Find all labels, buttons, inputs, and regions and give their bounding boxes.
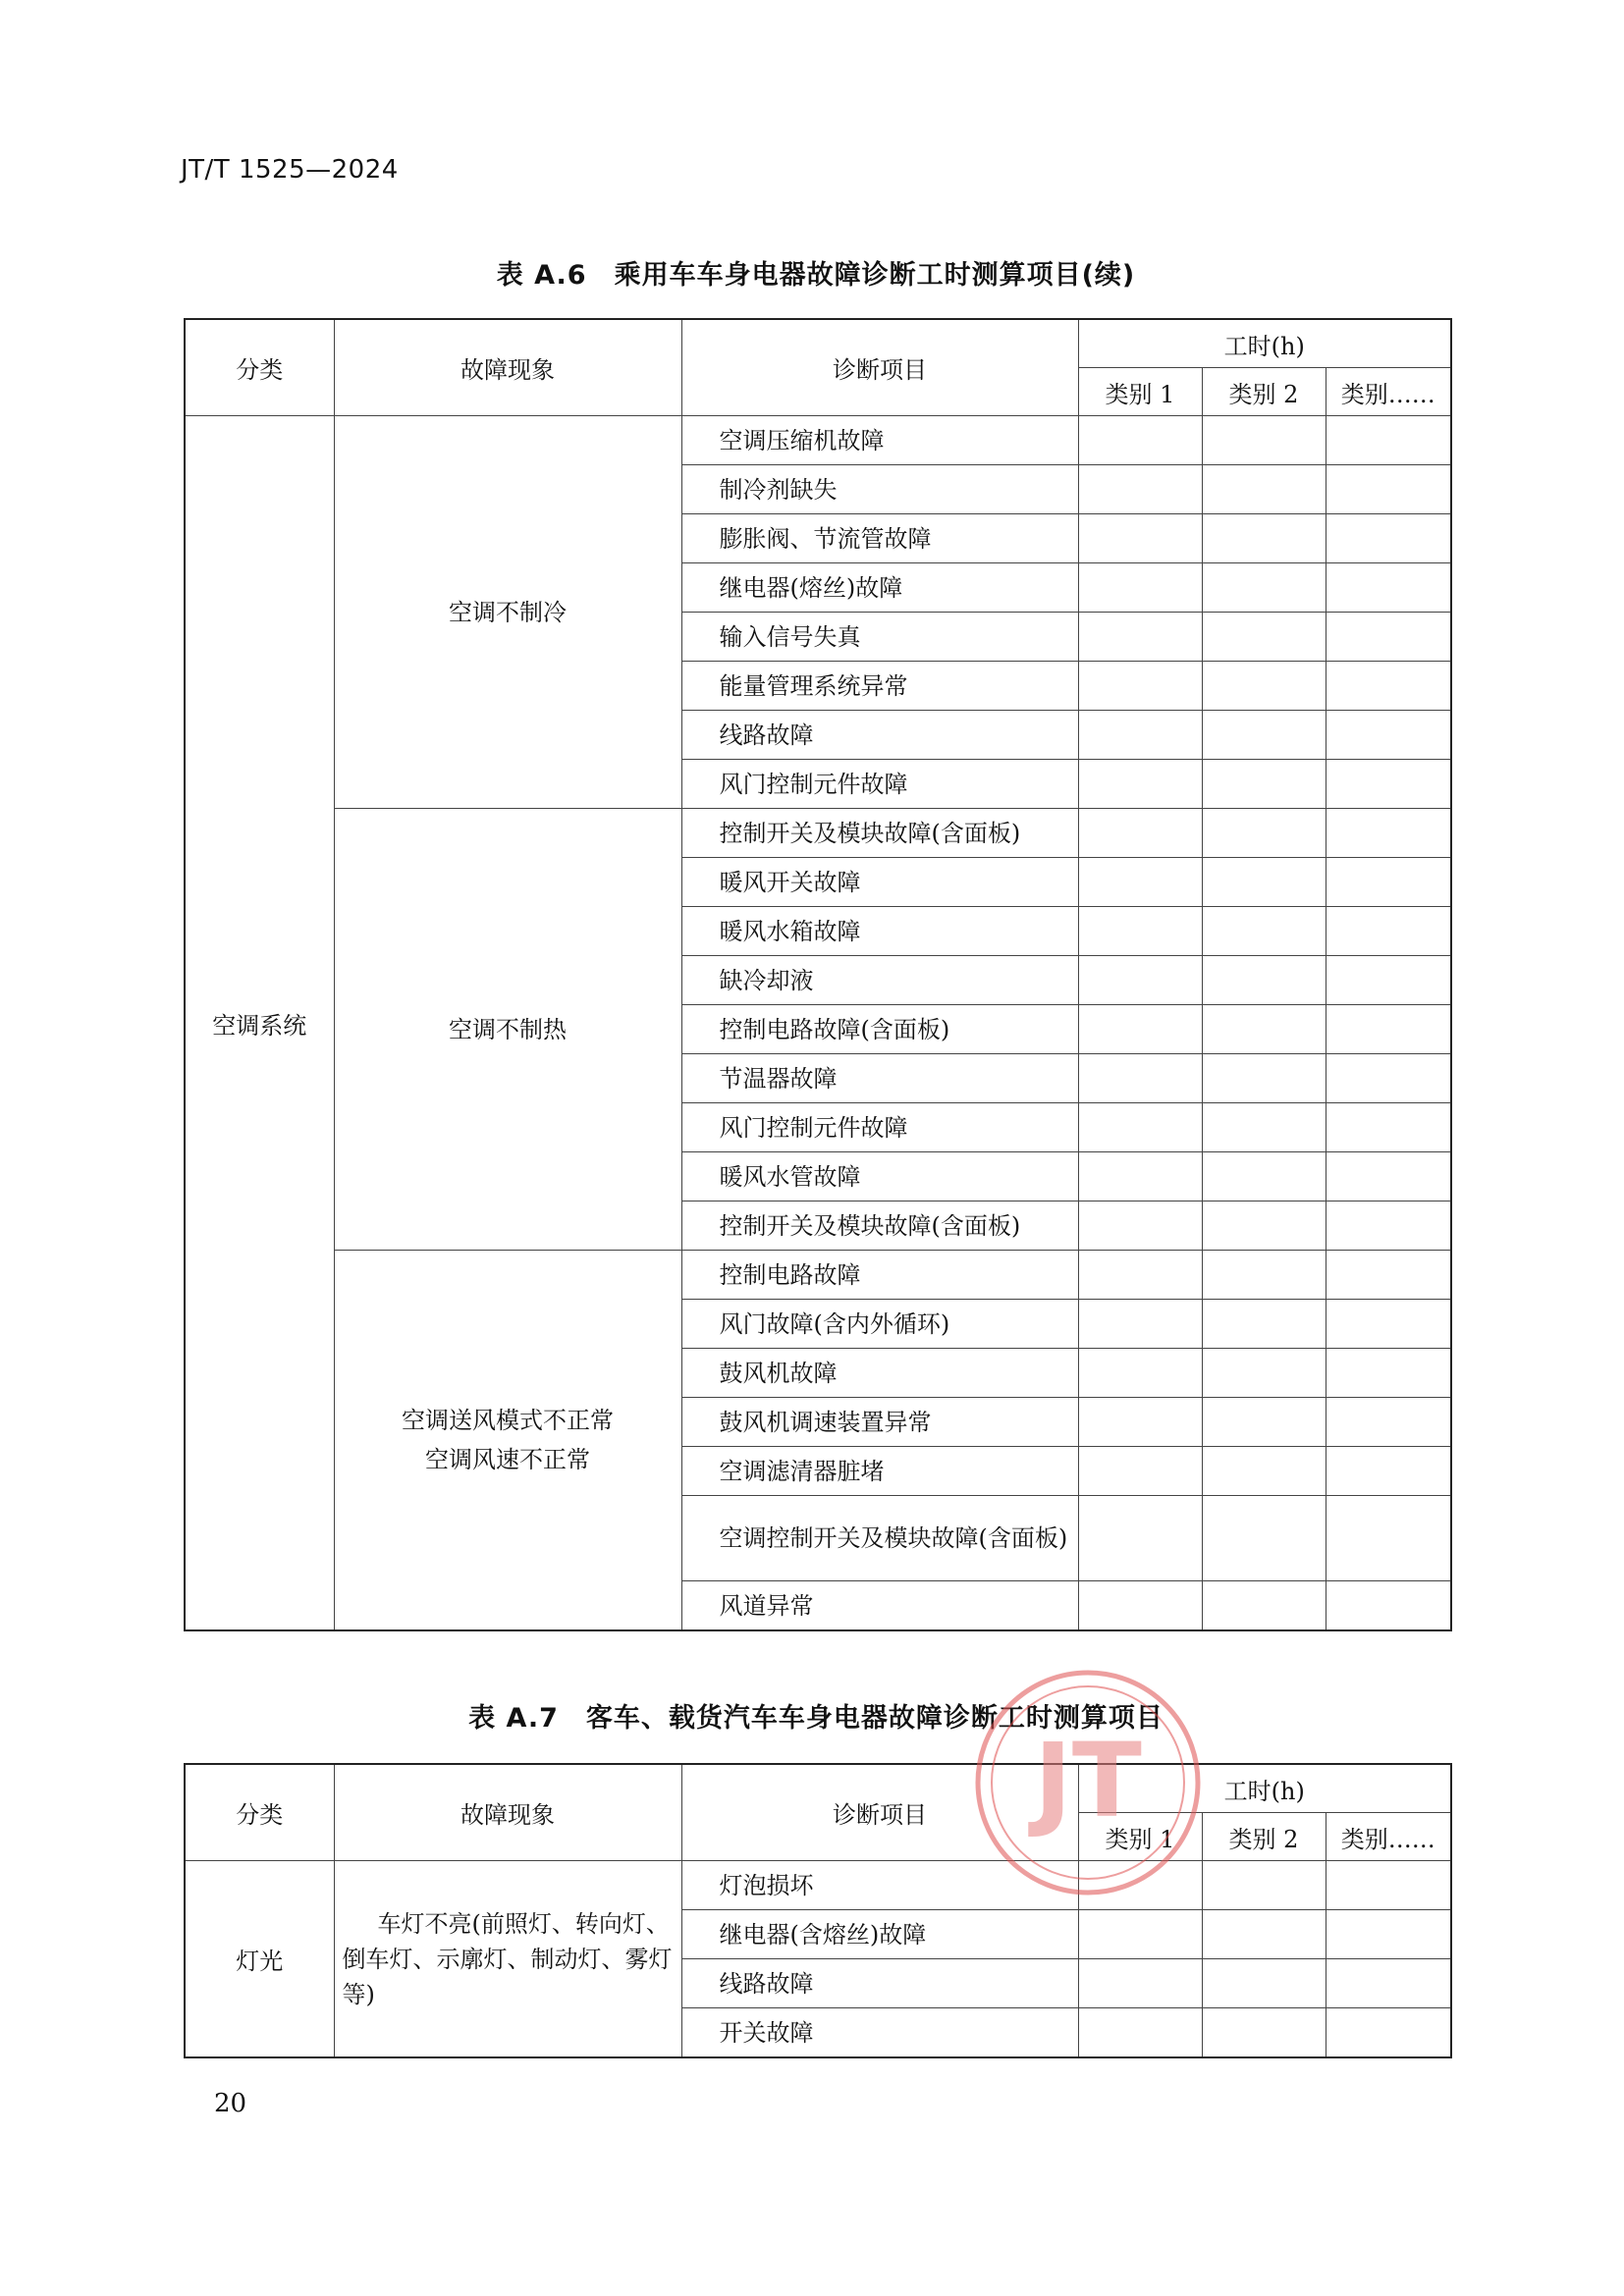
category-cell: 空调系统 bbox=[185, 416, 334, 1631]
hours-class-more-cell bbox=[1326, 613, 1451, 662]
hours-class-1-cell bbox=[1078, 1300, 1202, 1349]
hours-class-1-cell bbox=[1078, 1910, 1202, 1959]
diagnosis-item-cell: 继电器(熔丝)故障 bbox=[681, 563, 1078, 613]
hours-class-1-cell bbox=[1078, 956, 1202, 1005]
category-cell: 灯光 bbox=[185, 1861, 334, 2058]
diagnosis-item-cell: 控制电路故障(含面板) bbox=[681, 1005, 1078, 1054]
diagnosis-item-cell: 鼓风机故障 bbox=[681, 1349, 1078, 1398]
hours-class-2-cell bbox=[1202, 1103, 1326, 1152]
diagnosis-item-cell: 空调控制开关及模块故障(含面板) bbox=[681, 1496, 1078, 1581]
diagnosis-item-cell: 开关故障 bbox=[681, 2008, 1078, 2058]
header-class-more: 类别…… bbox=[1326, 368, 1451, 416]
hours-class-1-cell bbox=[1078, 662, 1202, 711]
hours-class-more-cell bbox=[1326, 809, 1451, 858]
hours-class-more-cell bbox=[1326, 1447, 1451, 1496]
table-row bbox=[185, 416, 1451, 465]
hours-class-more-cell bbox=[1326, 956, 1451, 1005]
hours-class-2-cell bbox=[1202, 613, 1326, 662]
hours-class-more-cell bbox=[1326, 1054, 1451, 1103]
page-number: 20 bbox=[214, 2089, 247, 2118]
header-category: 分类 bbox=[185, 319, 334, 416]
header-diagnosis-item: 诊断项目 bbox=[681, 319, 1078, 416]
diagnosis-item-cell: 鼓风机调速装置异常 bbox=[681, 1398, 1078, 1447]
hours-class-more-cell bbox=[1326, 2008, 1451, 2058]
table-row bbox=[185, 1861, 1451, 1910]
hours-class-1-cell bbox=[1078, 1005, 1202, 1054]
hours-class-1-cell bbox=[1078, 1251, 1202, 1300]
diagnosis-item-cell: 能量管理系统异常 bbox=[681, 662, 1078, 711]
symptom-line: 空调送风模式不正常 bbox=[402, 1407, 614, 1434]
hours-class-2-cell bbox=[1202, 2008, 1326, 2058]
diagnosis-item-cell: 风门控制元件故障 bbox=[681, 1103, 1078, 1152]
hours-class-2-cell bbox=[1202, 1581, 1326, 1631]
hours-class-2-cell bbox=[1202, 1861, 1326, 1910]
hours-class-2-cell bbox=[1202, 1910, 1326, 1959]
header-hours: 工时(h) bbox=[1078, 319, 1451, 368]
hours-class-more-cell bbox=[1326, 1103, 1451, 1152]
hours-class-more-cell bbox=[1326, 1152, 1451, 1201]
diagnosis-item-cell: 空调压缩机故障 bbox=[681, 416, 1078, 465]
hours-class-2-cell bbox=[1202, 1152, 1326, 1201]
diagnosis-item-cell: 节温器故障 bbox=[681, 1054, 1078, 1103]
diagnosis-item-cell: 灯泡损坏 bbox=[681, 1861, 1078, 1910]
diagnosis-item-cell: 暖风水管故障 bbox=[681, 1152, 1078, 1201]
hours-class-more-cell bbox=[1326, 662, 1451, 711]
hours-class-2-cell bbox=[1202, 1251, 1326, 1300]
symptom-cell bbox=[334, 809, 681, 1251]
diagnosis-item-cell: 风门故障(含内外循环) bbox=[681, 1300, 1078, 1349]
hours-class-more-cell bbox=[1326, 514, 1451, 563]
hours-class-2-cell bbox=[1202, 465, 1326, 514]
header-class-more: 类别…… bbox=[1326, 1813, 1451, 1861]
diagnosis-item-cell: 风道异常 bbox=[681, 1581, 1078, 1631]
diagnosis-item-cell: 制冷剂缺失 bbox=[681, 465, 1078, 514]
hours-class-more-cell bbox=[1326, 858, 1451, 907]
hours-class-2-cell bbox=[1202, 1349, 1326, 1398]
table-row bbox=[185, 1251, 1451, 1300]
stamp-lettering: JT bbox=[1034, 1721, 1142, 1841]
diagnosis-item-cell: 控制开关及模块故障(含面板) bbox=[681, 809, 1078, 858]
hours-class-2-cell bbox=[1202, 711, 1326, 760]
hours-class-2-cell bbox=[1202, 1201, 1326, 1251]
hours-class-1-cell bbox=[1078, 1201, 1202, 1251]
table-a6 bbox=[184, 318, 1452, 1631]
hours-class-2-cell bbox=[1202, 1496, 1326, 1581]
hours-class-1-cell bbox=[1078, 416, 1202, 465]
hours-class-2-cell bbox=[1202, 1005, 1326, 1054]
hours-class-more-cell bbox=[1326, 1959, 1451, 2008]
hours-class-2-cell bbox=[1202, 563, 1326, 613]
hours-class-more-cell bbox=[1326, 907, 1451, 956]
diagnosis-item-cell: 膨胀阀、节流管故障 bbox=[681, 514, 1078, 563]
table-a7-caption: 表 A.7 客车、载货汽车车身电器故障诊断工时测算项目 bbox=[468, 1703, 1164, 1734]
symptom-line: 空调不制热 bbox=[449, 1015, 567, 1043]
symptom-line: 空调风速不正常 bbox=[425, 1446, 590, 1473]
hours-class-2-cell bbox=[1202, 1054, 1326, 1103]
hours-class-1-cell bbox=[1078, 1959, 1202, 2008]
hours-class-1-cell bbox=[1078, 711, 1202, 760]
hours-class-more-cell bbox=[1326, 1300, 1451, 1349]
hours-class-2-cell bbox=[1202, 907, 1326, 956]
hours-class-more-cell bbox=[1326, 1496, 1451, 1581]
header-hours: 工时(h) bbox=[1078, 1764, 1451, 1813]
diagnosis-item-cell: 暖风水箱故障 bbox=[681, 907, 1078, 956]
hours-class-2-cell bbox=[1202, 416, 1326, 465]
symptom-line: 空调不制冷 bbox=[449, 598, 567, 626]
hours-class-more-cell bbox=[1326, 416, 1451, 465]
header-symptom: 故障现象 bbox=[334, 1764, 681, 1861]
hours-class-more-cell bbox=[1326, 760, 1451, 809]
hours-class-more-cell bbox=[1326, 1398, 1451, 1447]
table-a7 bbox=[184, 1763, 1452, 2058]
hours-class-2-cell bbox=[1202, 514, 1326, 563]
hours-class-more-cell bbox=[1326, 1861, 1451, 1910]
header-class-1: 类别 1 bbox=[1078, 1813, 1202, 1861]
document-code: JT/T 1525—2024 bbox=[181, 155, 399, 185]
header-symptom: 故障现象 bbox=[334, 319, 681, 416]
hours-class-more-cell bbox=[1326, 711, 1451, 760]
hours-class-1-cell bbox=[1078, 1103, 1202, 1152]
table-row bbox=[185, 809, 1451, 858]
diagnosis-item-cell: 控制开关及模块故障(含面板) bbox=[681, 1201, 1078, 1251]
hours-class-2-cell bbox=[1202, 1398, 1326, 1447]
hours-class-1-cell bbox=[1078, 613, 1202, 662]
diagnosis-item-cell: 风门控制元件故障 bbox=[681, 760, 1078, 809]
diagnosis-item-cell: 线路故障 bbox=[681, 711, 1078, 760]
hours-class-2-cell bbox=[1202, 1447, 1326, 1496]
diagnosis-item-cell: 输入信号失真 bbox=[681, 613, 1078, 662]
hours-class-2-cell bbox=[1202, 760, 1326, 809]
hours-class-more-cell bbox=[1326, 1910, 1451, 1959]
hours-class-1-cell bbox=[1078, 1054, 1202, 1103]
hours-class-1-cell bbox=[1078, 1496, 1202, 1581]
diagnosis-item-cell: 线路故障 bbox=[681, 1959, 1078, 2008]
hours-class-more-cell bbox=[1326, 563, 1451, 613]
hours-class-1-cell bbox=[1078, 465, 1202, 514]
hours-class-1-cell bbox=[1078, 514, 1202, 563]
hours-class-2-cell bbox=[1202, 809, 1326, 858]
hours-class-more-cell bbox=[1326, 1581, 1451, 1631]
hours-class-more-cell bbox=[1326, 1349, 1451, 1398]
diagnosis-item-cell: 空调滤清器脏堵 bbox=[681, 1447, 1078, 1496]
hours-class-1-cell bbox=[1078, 1398, 1202, 1447]
hours-class-1-cell bbox=[1078, 809, 1202, 858]
header-class-1: 类别 1 bbox=[1078, 368, 1202, 416]
hours-class-more-cell bbox=[1326, 1005, 1451, 1054]
hours-class-more-cell bbox=[1326, 465, 1451, 514]
hours-class-1-cell bbox=[1078, 1152, 1202, 1201]
hours-class-more-cell bbox=[1326, 1251, 1451, 1300]
hours-class-1-cell bbox=[1078, 1861, 1202, 1910]
hours-class-1-cell bbox=[1078, 907, 1202, 956]
diagnosis-item-cell: 控制电路故障 bbox=[681, 1251, 1078, 1300]
hours-class-2-cell bbox=[1202, 956, 1326, 1005]
symptom-cell bbox=[334, 1251, 681, 1631]
diagnosis-item-cell: 继电器(含熔丝)故障 bbox=[681, 1910, 1078, 1959]
symptom-cell bbox=[334, 416, 681, 809]
diagnosis-item-cell: 暖风开关故障 bbox=[681, 858, 1078, 907]
hours-class-1-cell bbox=[1078, 1447, 1202, 1496]
hours-class-1-cell bbox=[1078, 1581, 1202, 1631]
hours-class-2-cell bbox=[1202, 1300, 1326, 1349]
hours-class-1-cell bbox=[1078, 563, 1202, 613]
symptom-cell: 车灯不亮(前照灯、转向灯、倒车灯、示廓灯、制动灯、雾灯等) bbox=[334, 1861, 681, 2058]
hours-class-1-cell bbox=[1078, 1349, 1202, 1398]
diagnosis-item-cell: 缺冷却液 bbox=[681, 956, 1078, 1005]
header-class-2: 类别 2 bbox=[1202, 1813, 1326, 1861]
hours-class-2-cell bbox=[1202, 858, 1326, 907]
header-category: 分类 bbox=[185, 1764, 334, 1861]
hours-class-2-cell bbox=[1202, 1959, 1326, 2008]
hours-class-1-cell bbox=[1078, 2008, 1202, 2058]
header-class-2: 类别 2 bbox=[1202, 368, 1326, 416]
hours-class-more-cell bbox=[1326, 1201, 1451, 1251]
header-diagnosis-item: 诊断项目 bbox=[681, 1764, 1078, 1861]
hours-class-2-cell bbox=[1202, 662, 1326, 711]
hours-class-1-cell bbox=[1078, 760, 1202, 809]
table-a6-caption: 表 A.6 乘用车车身电器故障诊断工时测算项目(续) bbox=[496, 260, 1136, 291]
hours-class-1-cell bbox=[1078, 858, 1202, 907]
